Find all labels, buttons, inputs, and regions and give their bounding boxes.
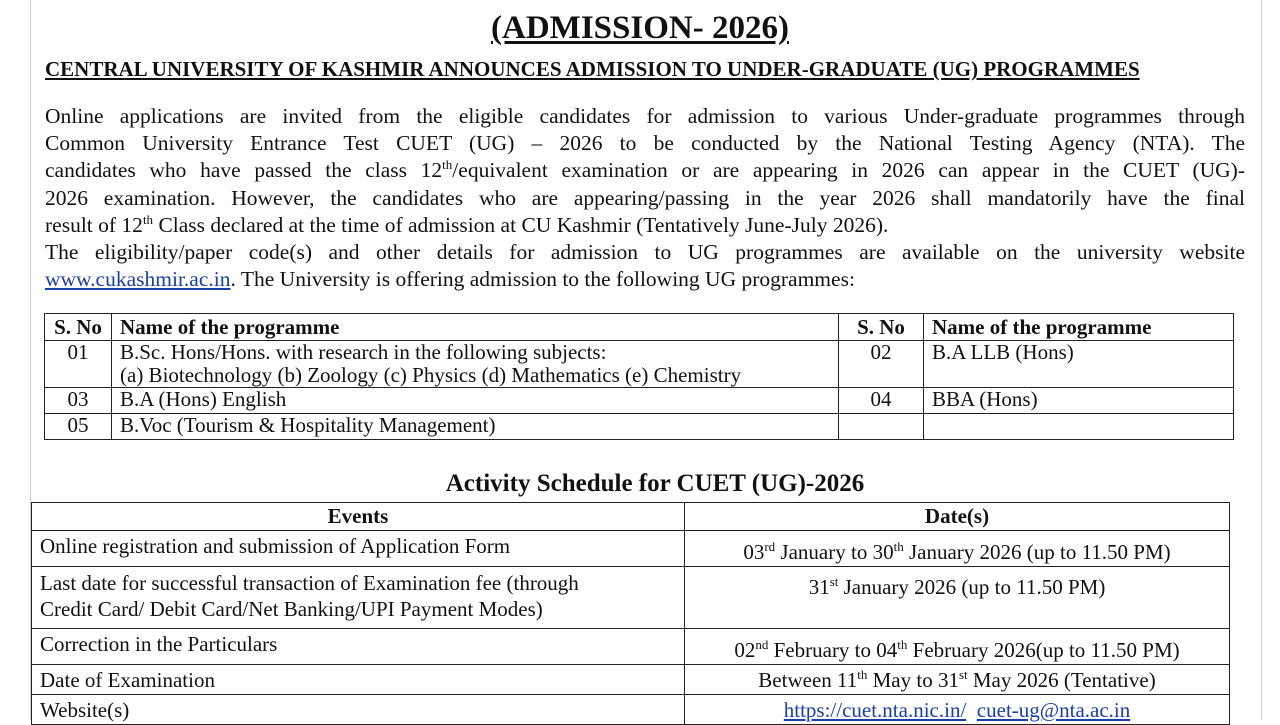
header-sno: S. No [839,314,924,341]
date-cell: Between 11th May to 31st May 2026 (Tentative) [685,665,1230,695]
sno-cell: 01 [45,341,112,388]
programme-cell: B.Voc (Tourism & Hospitality Management) [112,414,839,440]
para1-line4: 2026 examination. However, the candidates who are appearing/passing in the year 2026 shall mandatorily have the final [45,186,1245,210]
event-cell: Website(s) [32,695,685,725]
table-row [32,567,1230,629]
header-dates: Date(s) [685,503,1230,531]
announcement-subtitle: CENTRAL UNIVERSITY OF KASHMIR ANNOUNCES ADMISSION TO UNDER-GRADUATE (UG) PROGRAMMES [45,57,1140,81]
table-header-row [45,314,1234,341]
programme-cell [924,414,1234,440]
date-cell: 31st January 2026 (up to 11.50 PM) [685,567,1230,629]
para1-line2: Common University Entrance Test CUET (UG) – 2026 to be conducted by the National Testing Agency (NTA). The [45,131,1245,155]
sno-cell [839,414,924,440]
table-row [45,341,1234,388]
programmes-table [44,313,1234,440]
sno-cell: 04 [839,388,924,414]
sno-cell: 02 [839,341,924,388]
event-cell: Last date for successful transaction of Examination fee (through Credit Card/ Debit Card/Net Banking/UPI Payment Modes) [32,567,685,629]
sno-cell: 03 [45,388,112,414]
table-row [32,665,1230,695]
date-cell [685,695,1230,725]
event-cell: Date of Examination [32,665,685,695]
table-row [32,629,1230,665]
header-sno: S. No [45,314,112,341]
university-website-link[interactable]: www.cukashmir.ac.in [45,267,231,291]
table-row [45,414,1234,440]
para2-line1: The eligibility/paper code(s) and other details for admission to UG programmes are available on the university website [45,240,1245,264]
table-header-row [32,503,1230,531]
programme-cell: B.A (Hons) English [112,388,839,414]
cuet-email-link[interactable]: cuet-ug@nta.ac.in [976,698,1131,722]
para2-line2: www.cukashmir.ac.in. The University is offering admission to the following UG programmes: [45,267,855,291]
header-events: Events [32,503,685,531]
para1-line1: Online applications are invited from the eligible candidates for admission to various Under-graduate programmes through [45,104,1245,128]
event-cell: Correction in the Particulars [32,629,685,665]
programme-cell: B.A LLB (Hons) [924,341,1234,388]
programme-cell: BBA (Hons) [924,388,1234,414]
para1-line5: result of 12th Class declared at the time of admission at CU Kashmir (Tentatively June-July 2026). [45,212,889,237]
schedule-table [31,502,1230,725]
date-cell: 02nd February to 04th February 2026(up to 11.50 PM) [685,629,1230,665]
cuet-website-link[interactable]: https://cuet.nta.nic.in/ [783,698,967,722]
sno-cell: 05 [45,414,112,440]
header-programme: Name of the programme [924,314,1234,341]
page-title: (ADMISSION- 2026) [491,10,789,46]
programme-cell: B.Sc. Hons/Hons. with research in the following subjects: (a) Biotechnology (b) Zoology (c) Physics (d) Mathematics (e) Chemistry [112,341,839,388]
header-programme: Name of the programme [112,314,839,341]
date-cell: 03rd January to 30th January 2026 (up to 11.50 PM) [685,531,1230,567]
schedule-title: Activity Schedule for CUET (UG)-2026 [445,470,865,497]
table-row [45,388,1234,414]
para1-line3: candidates who have passed the class 12th/equivalent examination or are appearing in 2026 can appear in the CUET (UG)- [45,157,1245,182]
event-cell: Online registration and submission of Application Form [32,531,685,567]
table-row [32,695,1230,725]
table-row [32,531,1230,567]
